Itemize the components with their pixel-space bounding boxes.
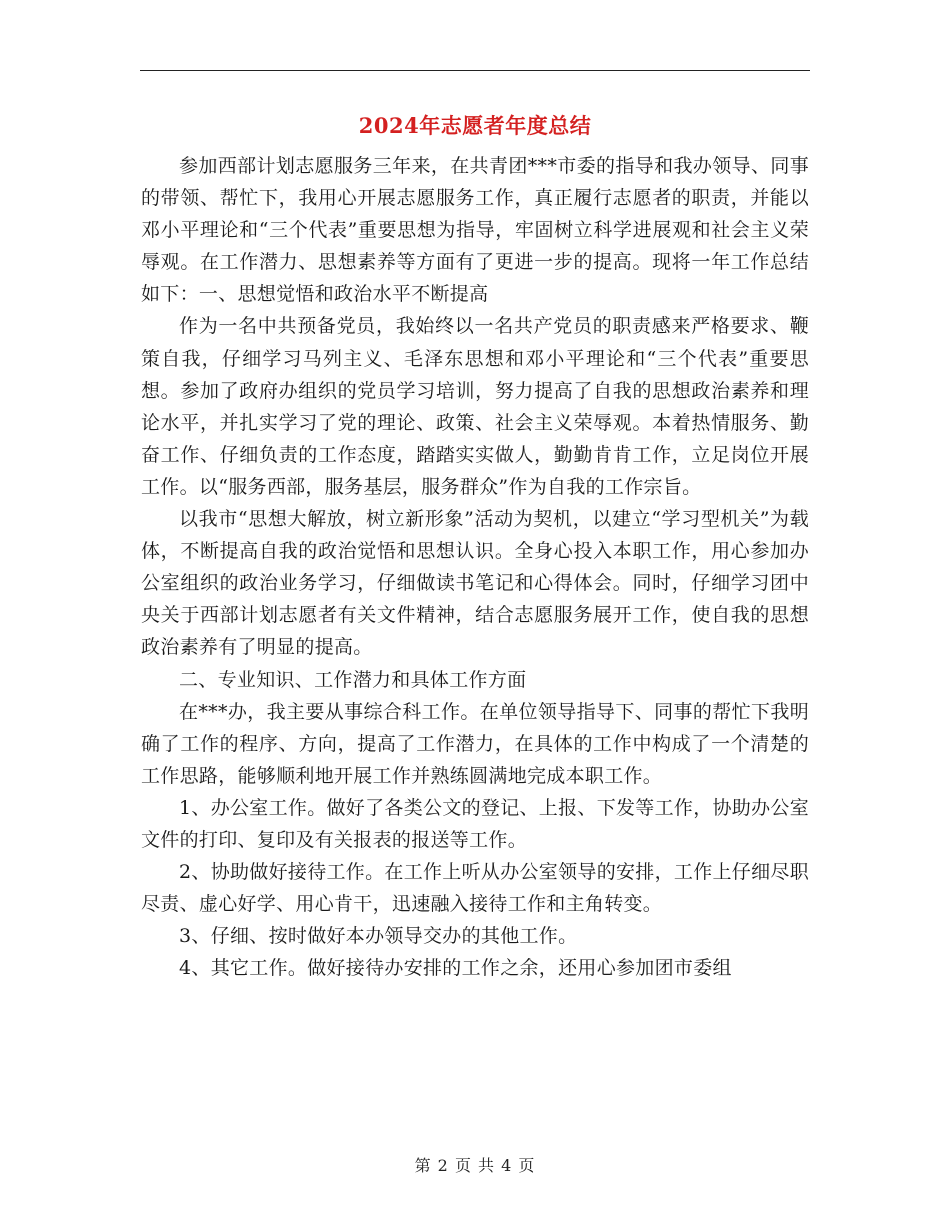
paragraph-party-member: 作为一名中共预备党员，我始终以一名共产党员的职责感来严格要求、鞭策自我，仔细学习马列主义、毛泽东思想和邓小平理论和“三个代表”重要思想。参加了政府办组织的党员学习培训，努力提高了自我的思想政治素养和理论水平，并扎实学习了党的理论、政策、社会主义荣辱观。本着热情服务、勤奋工作、仔细负责的工作态度，踏踏实实做人，勤勤肯肯工作，立足岗位开展工作。以“服务西部，服务基层，服务群众”作为自我的工作宗旨。 <box>141 315 809 498</box>
list-item-other: 4、其它工作。做好接待办安排的工作之余，还用心参加团市委组 <box>179 957 732 980</box>
list-item-office: 1、办公室工作。做好了各类公文的登记、上报、下发等工作，协助办公室文件的打印、复印及有关报表的报送等工作。 <box>141 796 809 851</box>
document-title: 2024年志愿者年度总结 <box>358 113 592 138</box>
page-number-footer: 第 2 页 共 4 页 <box>414 1156 536 1175</box>
document-body <box>141 150 809 984</box>
paragraph-intro: 参加西部计划志愿服务三年来，在共青团***市委的指导和我办领导、同事的带领、帮忙下，我用心开展志愿服务工作，真正履行志愿者的职责，并能以邓小平理论和“三个代表”重要思想为指导，牢固树立科学进展观和社会主义荣辱观。在工作潜力、思想素养等方面有了更进一步的提高。现将一年工作总结如下：一、思想觉悟和政治水平不断提高 <box>141 155 809 306</box>
list-item-assigned: 3、仔细、按时做好本办领导交办的其他工作。 <box>179 925 578 948</box>
header-rule <box>140 70 810 71</box>
paragraph-work: 在***办，我主要从事综合科工作。在单位领导指导下、同事的帮忙下我明确了工作的程序、方向，提高了工作潜力，在具体的工作中构成了一个清楚的工作思路，能够顺利地开展工作并熟练圆满地完成本职工作。 <box>141 700 809 787</box>
paragraph-study: 以我市“思想大解放，树立新形象”活动为契机，以建立“学习型机关”为载体，不断提高自我的政治觉悟和思想认识。全身心投入本职工作，用心参加办公室组织的政治业务学习，仔细做读书笔记和心得体会。同时，仔细学习团中央关于西部计划志愿者有关文件精神，结合志愿服务展开工作，使自我的思想政治素养有了明显的提高。 <box>141 508 809 659</box>
list-item-reception: 2、协助做好接待工作。在工作上听从办公室领导的安排，工作上仔细尽职尽责、虚心好学、用心肯干，迅速融入接待工作和主角转变。 <box>141 861 809 916</box>
section-heading-2: 二、专业知识、工作潜力和具体工作方面 <box>179 668 527 691</box>
